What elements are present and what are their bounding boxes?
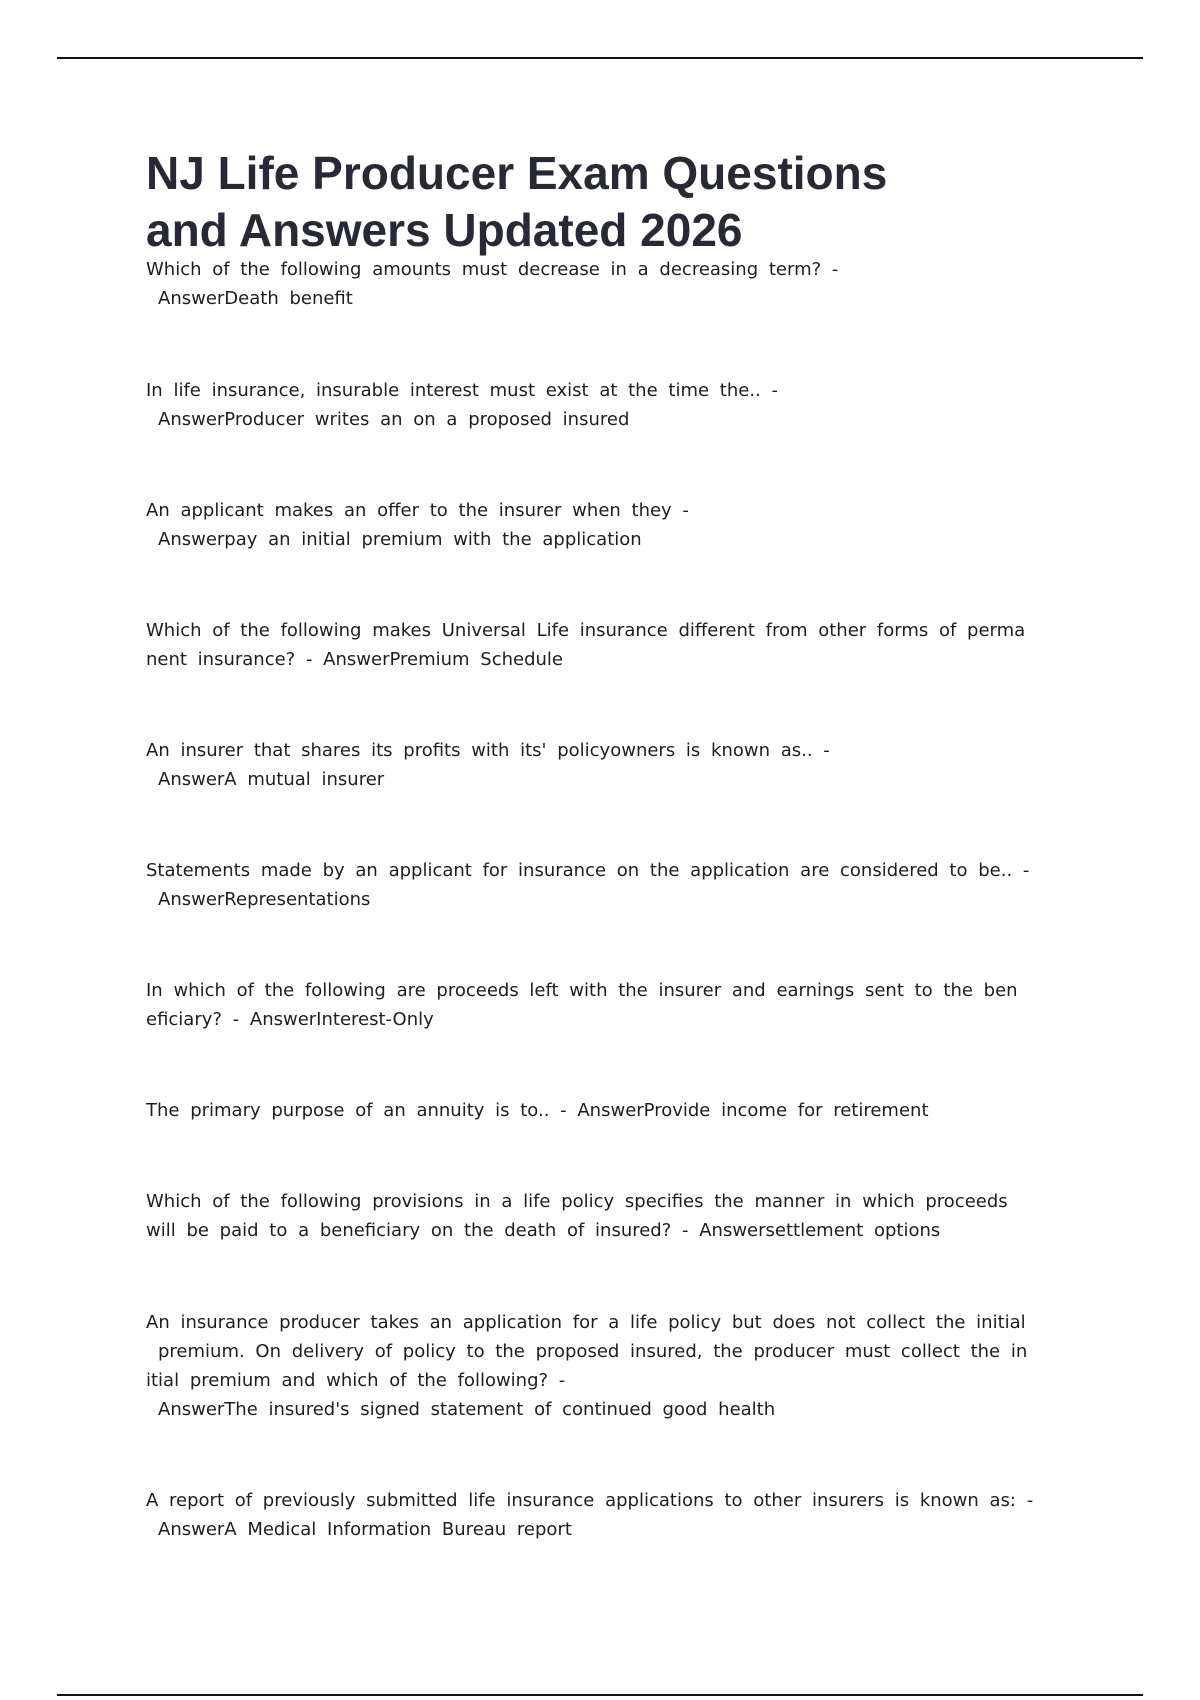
qa-answer: AnswerRepresentations [158, 889, 371, 910]
qa-item-2 [146, 376, 1051, 434]
qa-answer: AnswerThe insured's signed statement of continued good health [158, 1399, 776, 1420]
qa-item-3 [146, 496, 1051, 554]
qa-question: The primary purpose of an annuity is to.. - AnswerProvide income for retirement [146, 1100, 929, 1121]
title-line-2: and Answers Updated 2026 [146, 204, 743, 256]
bottom-rule [57, 1694, 1143, 1696]
qa-item-11 [146, 1486, 1051, 1544]
qa-answer: AnswerProducer writes an on a proposed insured [158, 409, 630, 430]
qa-item-5 [146, 736, 1051, 794]
qa-question: Which of the following amounts must decrease in a decreasing term? - [146, 259, 839, 280]
qa-question-cont: itial premium and which of the following? - [146, 1370, 566, 1391]
qa-question-cont: premium. On delivery of policy to the proposed insured, the producer must collect the in [158, 1341, 1028, 1362]
qa-item-4 [146, 616, 1051, 674]
qa-answer: nent insurance? - AnswerPremium Schedule [146, 649, 563, 670]
qa-answer: AnswerA mutual insurer [158, 769, 385, 790]
document-title [146, 145, 1046, 259]
qa-question: An applicant makes an offer to the insurer when they - [146, 500, 689, 521]
top-rule [57, 57, 1143, 59]
qa-item-9 [146, 1187, 1051, 1245]
qa-question: An insurer that shares its profits with its' policyowners is known as.. - [146, 740, 830, 761]
qa-question: In life insurance, insurable interest must exist at the time the.. - [146, 380, 778, 401]
qa-answer: AnswerA Medical Information Bureau report [158, 1519, 572, 1540]
qa-answer: Answerpay an initial premium with the application [158, 529, 642, 550]
qa-question: Which of the following provisions in a life policy specifies the manner in which proceeds [146, 1191, 1008, 1212]
qa-item-1 [146, 255, 1051, 313]
qa-item-6 [146, 856, 1051, 914]
qa-question: Which of the following makes Universal Life insurance different from other forms of perma [146, 620, 1026, 641]
qa-item-7 [146, 976, 1051, 1034]
title-line-1: NJ Life Producer Exam Questions [146, 147, 888, 199]
qa-answer: will be paid to a beneficiary on the death of insured? - Answersettlement options [146, 1220, 941, 1241]
qa-question: A report of previously submitted life insurance applications to other insurers is known as: - [146, 1490, 1034, 1511]
qa-answer: eficiary? - AnswerInterest-Only [146, 1009, 434, 1030]
qa-item-8 [146, 1096, 1051, 1125]
qa-question: In which of the following are proceeds left with the insurer and earnings sent to the ben [146, 980, 1018, 1001]
qa-answer: AnswerDeath benefit [158, 288, 353, 309]
qa-item-10 [146, 1308, 1051, 1424]
qa-question: An insurance producer takes an application for a life policy but does not collect the initial [146, 1312, 1026, 1333]
qa-question: Statements made by an applicant for insurance on the application are considered to be.. - [146, 860, 1030, 881]
